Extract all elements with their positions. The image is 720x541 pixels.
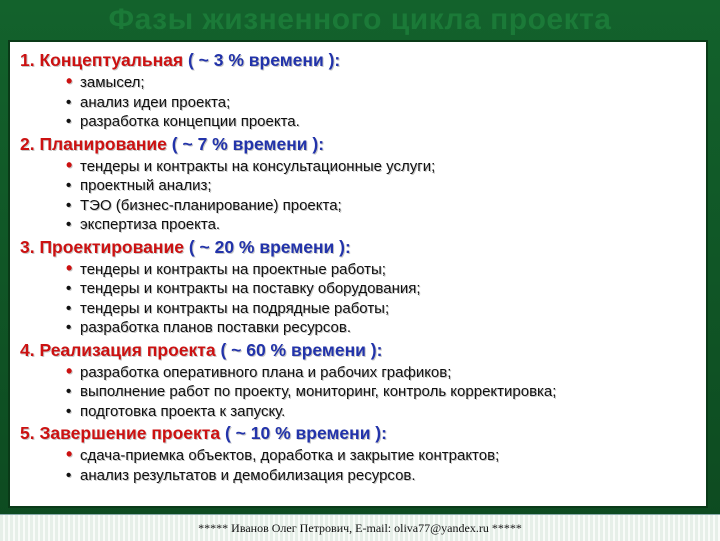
phase-section — [20, 48, 696, 132]
bullet-icon: • — [66, 216, 72, 233]
phase-time-share: ( ~ 10 % времени ): — [224, 423, 387, 443]
item-text: сдача-приемка объектов, доработка и закрытие контрактов; — [80, 447, 500, 464]
phase-section — [20, 132, 696, 235]
list-item — [66, 196, 696, 216]
item-text: замысел; — [80, 74, 145, 91]
phase-heading — [20, 235, 696, 259]
bullet-icon: • — [66, 257, 73, 278]
bullet-icon: • — [66, 402, 72, 420]
list-item — [66, 466, 696, 486]
bullet-icon: • — [66, 113, 72, 130]
item-text: проектный анализ; — [80, 177, 212, 194]
phase-heading — [20, 48, 696, 72]
phase-items — [20, 445, 696, 485]
list-item — [66, 382, 696, 402]
phase-time-share: ( ~ 7 % времени ): — [171, 133, 325, 154]
phase-items — [20, 259, 696, 338]
list-item — [66, 299, 696, 319]
phase-list — [20, 48, 696, 485]
item-text: разработка планов поставки ресурсов. — [80, 319, 352, 336]
item-text: разработка оперативного плана и рабочих графиков; — [80, 363, 452, 381]
phase-name: 2. Планирование — [20, 133, 167, 154]
item-text: ТЭО (бизнес-планирование) проекта; — [80, 196, 342, 214]
item-text: тендеры и контракты на проектные работы; — [80, 260, 386, 278]
item-text: тендеры и контракты на консультационные услуги; — [80, 157, 436, 175]
bullet-icon: • — [66, 154, 73, 175]
item-text: тендеры и контракты на поставку оборудования; — [80, 280, 421, 297]
bullet-icon: • — [66, 280, 72, 297]
phase-section — [20, 338, 696, 422]
item-text: тендеры и контракты на подрядные работы; — [80, 299, 390, 317]
bullet-icon: • — [66, 177, 72, 194]
bullet-icon: • — [66, 319, 72, 336]
item-text: анализ результатов и демобилизация ресурсов. — [80, 466, 416, 484]
footer: ***** Иванов Олег Петрович, E-mail: oliva77@yandex.ru ***** — [0, 514, 720, 541]
phase-time-share: ( ~ 60 % времени ): — [220, 339, 383, 360]
list-item — [66, 176, 696, 196]
list-item — [66, 215, 696, 235]
bullet-icon: • — [66, 444, 73, 464]
item-text: разработка концепции проекта. — [80, 113, 300, 130]
phase-heading — [20, 132, 696, 156]
bullet-icon: • — [66, 71, 73, 91]
bullet-icon: • — [66, 196, 72, 214]
list-item — [66, 259, 696, 280]
phase-items — [20, 362, 696, 422]
list-item — [66, 318, 696, 338]
item-text: экспертиза проекта. — [80, 216, 221, 233]
item-text: подготовка проекта к запуску. — [80, 402, 286, 420]
item-text: выполнение работ по проекту, мониторинг, контроль корректировка; — [80, 383, 557, 400]
list-item — [66, 93, 696, 113]
phase-items — [20, 156, 696, 235]
phase-name: 1. Концептуальная — [20, 50, 184, 70]
phase-name: 4. Реализация проекта — [20, 339, 216, 360]
list-item — [66, 156, 696, 177]
phase-name: 5. Завершение проекта — [20, 423, 221, 443]
slide-title: Фазы жизненного цикла проекта — [108, 3, 612, 36]
list-item — [66, 279, 696, 299]
phase-time-share: ( ~ 20 % времени ): — [188, 236, 351, 257]
list-item — [66, 362, 696, 383]
phase-name: 3. Проектирование — [20, 236, 184, 257]
phase-section — [20, 235, 696, 338]
bullet-icon: • — [66, 383, 72, 400]
list-item — [66, 402, 696, 422]
list-item — [66, 445, 696, 466]
content-panel — [8, 40, 708, 508]
item-text: анализ идеи проекта; — [80, 93, 231, 111]
bullet-icon: • — [66, 93, 72, 111]
phase-time-share: ( ~ 3 % времени ): — [187, 50, 341, 70]
phase-section — [20, 421, 696, 485]
bullet-icon: • — [66, 299, 72, 317]
bullet-icon: • — [66, 360, 73, 381]
phase-heading — [20, 421, 696, 445]
phase-heading — [20, 338, 696, 362]
bullet-icon: • — [66, 466, 72, 484]
list-item — [66, 112, 696, 132]
list-item — [66, 72, 696, 93]
phase-items — [20, 72, 696, 132]
